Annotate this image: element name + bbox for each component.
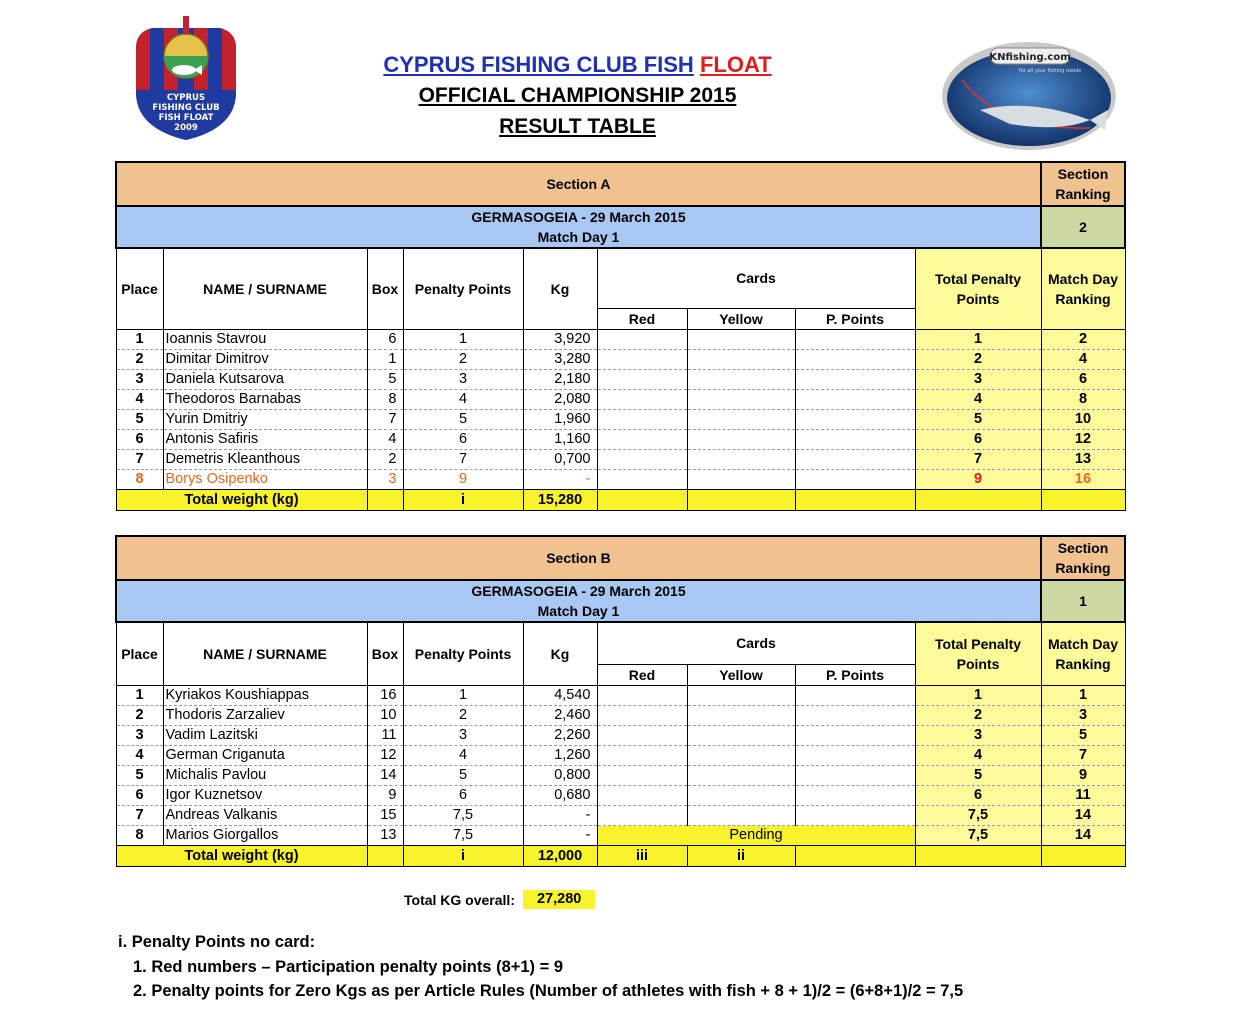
cell-red	[597, 685, 687, 705]
cell-place: 5	[116, 765, 163, 785]
cell-ppoints	[795, 369, 915, 389]
cell-penalty-points: 1	[403, 685, 523, 705]
col-cards: Cards	[597, 622, 915, 664]
cell-total-penalty: 9	[915, 469, 1041, 489]
cell-ppoints	[795, 685, 915, 705]
cell-name: Michalis Pavlou	[163, 765, 367, 785]
cell-total-penalty: 3	[915, 725, 1041, 745]
cell-yellow	[687, 429, 795, 449]
cell-place: 8	[116, 469, 163, 489]
section-a-ranking-label: Section Ranking	[1041, 162, 1125, 206]
cell-place: 1	[116, 685, 163, 705]
cell-ppoints	[795, 349, 915, 369]
cell-box: 2	[367, 449, 403, 469]
cell-yellow	[687, 685, 795, 705]
cell-total-penalty: 5	[915, 409, 1041, 429]
cell-name: Ioannis Stavrou	[163, 329, 367, 349]
table-row	[116, 765, 1125, 785]
cell-name: Kyriakos Koushiappas	[163, 685, 367, 705]
cell-box: 14	[367, 765, 403, 785]
title-line1-blue: CYPRUS FISHING CLUB FISH	[383, 52, 694, 77]
section-a-table	[115, 161, 1126, 511]
cell-penalty-points: 1	[403, 329, 523, 349]
cell-yellow	[687, 329, 795, 349]
cell-total-penalty: 5	[915, 765, 1041, 785]
cell-total-penalty: 2	[915, 349, 1041, 369]
col-yellow: Yellow	[687, 308, 795, 329]
cell-penalty-points: 2	[403, 349, 523, 369]
table-row	[116, 429, 1125, 449]
cell-red	[597, 805, 687, 825]
sponsor-logo-text: KNfishing.com	[989, 52, 1071, 63]
cell-yellow	[687, 805, 795, 825]
table-row	[116, 349, 1125, 369]
table-row	[116, 685, 1125, 705]
cell-red	[597, 449, 687, 469]
cell-match-day-ranking: 3	[1041, 705, 1125, 725]
cell-red	[597, 429, 687, 449]
table-row	[116, 409, 1125, 429]
section-b-venue: GERMASOGEIA - 29 March 2015 Match Day 1	[116, 580, 1041, 622]
cell-name: Andreas Valkanis	[163, 805, 367, 825]
logo-text-line1: CYPRUS	[166, 93, 206, 103]
total-pp: i	[403, 845, 523, 866]
cell-match-day-ranking: 14	[1041, 805, 1125, 825]
cell-penalty-points: 3	[403, 725, 523, 745]
cell-total-penalty: 4	[915, 745, 1041, 765]
cell-red	[597, 369, 687, 389]
cell-match-day-ranking: 16	[1041, 469, 1125, 489]
title-line2: OFFICIAL CHAMPIONSHIP 2015	[418, 84, 737, 107]
cell-red	[597, 469, 687, 489]
section-b-ranking-label: Section Ranking	[1041, 536, 1125, 580]
cell-place: 2	[116, 349, 163, 369]
col-place: Place	[116, 622, 163, 685]
cell-kg: -	[523, 825, 597, 845]
cell-place: 2	[116, 705, 163, 725]
cell-box: 10	[367, 705, 403, 725]
cell-total-penalty: 4	[915, 389, 1041, 409]
table-row	[116, 745, 1125, 765]
col-total-penalty: Total Penalty Points	[915, 622, 1041, 685]
note-item-1: 1. Red numbers – Participation penalty points (8+1) = 9	[133, 957, 564, 976]
cell-kg: 2,260	[523, 725, 597, 745]
cell-yellow	[687, 409, 795, 429]
cell-red	[597, 349, 687, 369]
col-red: Red	[597, 664, 687, 685]
total-pp: i	[403, 489, 523, 510]
notes	[118, 930, 963, 1004]
overall-total-label: Total KG overall:	[404, 891, 515, 908]
cell-name: Vadim Lazitski	[163, 725, 367, 745]
col-red: Red	[597, 308, 687, 329]
cell-match-day-ranking: 4	[1041, 349, 1125, 369]
cell-match-day-ranking: 5	[1041, 725, 1125, 745]
cell-yellow	[687, 785, 795, 805]
cell-cards-pending: Pending	[597, 825, 915, 845]
cell-yellow	[687, 449, 795, 469]
cell-kg: 1,260	[523, 745, 597, 765]
sponsor-logo	[940, 40, 1118, 152]
table-row	[116, 785, 1125, 805]
cell-red	[597, 765, 687, 785]
cell-kg: 4,540	[523, 685, 597, 705]
cell-kg: -	[523, 469, 597, 489]
cell-kg: 3,280	[523, 349, 597, 369]
cell-ppoints	[795, 785, 915, 805]
note-item-2: 2. Penalty points for Zero Kgs as per Article Rules (Number of athletes with fish + 8 + 1)/2 = (6+8+1)/2 = 7,5	[133, 982, 964, 1000]
table-row	[116, 369, 1125, 389]
cell-penalty-points: 9	[403, 469, 523, 489]
cell-penalty-points: 7,5	[403, 805, 523, 825]
cell-ppoints	[795, 409, 915, 429]
logo-text-line2: FISHING CLUB	[152, 103, 220, 113]
cell-red	[597, 329, 687, 349]
total-red: iii	[597, 845, 687, 866]
cell-kg: 2,180	[523, 369, 597, 389]
cell-red	[597, 745, 687, 765]
title-line1-red: FLOAT	[699, 52, 772, 77]
cell-yellow	[687, 389, 795, 409]
logo-text-line4: 2009	[174, 123, 198, 133]
cell-match-day-ranking: 10	[1041, 409, 1125, 429]
col-kg: Kg	[523, 622, 597, 685]
col-cards: Cards	[597, 248, 915, 308]
col-penalty: Penalty Points	[403, 248, 523, 329]
col-total-penalty: Total Penalty Points	[915, 248, 1041, 329]
cell-kg: 0,680	[523, 785, 597, 805]
cell-yellow	[687, 369, 795, 389]
cell-ppoints	[795, 745, 915, 765]
table-row	[116, 469, 1125, 489]
cell-place: 6	[116, 429, 163, 449]
cell-place: 4	[116, 389, 163, 409]
cell-ppoints	[795, 725, 915, 745]
cell-box: 11	[367, 725, 403, 745]
document-title	[300, 50, 855, 142]
cell-ppoints	[795, 429, 915, 449]
cell-kg: 0,800	[523, 765, 597, 785]
cell-yellow	[687, 725, 795, 745]
cell-kg: 2,460	[523, 705, 597, 725]
table-row	[116, 705, 1125, 725]
total-weight-label: Total weight (kg)	[116, 845, 367, 866]
col-place: Place	[116, 248, 163, 329]
club-logo	[128, 12, 244, 142]
cell-kg: 1,160	[523, 429, 597, 449]
cell-box: 3	[367, 469, 403, 489]
total-kg: 12,000	[523, 845, 597, 866]
section-a-title: Section A	[116, 162, 1041, 206]
col-name: NAME / SURNAME	[163, 248, 367, 329]
cell-name: Borys Osipenko	[163, 469, 367, 489]
table-row	[116, 825, 1125, 845]
cell-ppoints	[795, 389, 915, 409]
cell-box: 12	[367, 745, 403, 765]
table-row	[116, 449, 1125, 469]
col-box: Box	[367, 248, 403, 329]
cell-name: Demetris Kleanthous	[163, 449, 367, 469]
cell-box: 16	[367, 685, 403, 705]
cell-place: 6	[116, 785, 163, 805]
cell-place: 7	[116, 449, 163, 469]
cell-match-day-ranking: 12	[1041, 429, 1125, 449]
cell-match-day-ranking: 7	[1041, 745, 1125, 765]
section-b-table	[115, 535, 1126, 867]
table-row	[116, 389, 1125, 409]
cell-red	[597, 705, 687, 725]
col-kg: Kg	[523, 248, 597, 329]
cell-name: Yurin Dmitriy	[163, 409, 367, 429]
cell-red	[597, 725, 687, 745]
cell-total-penalty: 7,5	[915, 805, 1041, 825]
cell-total-penalty: 1	[915, 685, 1041, 705]
col-name: NAME / SURNAME	[163, 622, 367, 685]
cell-match-day-ranking: 6	[1041, 369, 1125, 389]
cell-match-day-ranking: 11	[1041, 785, 1125, 805]
cell-name: Dimitar Dimitrov	[163, 349, 367, 369]
cell-total-penalty: 6	[915, 429, 1041, 449]
cell-name: Thodoris Zarzaliev	[163, 705, 367, 725]
cell-red	[597, 409, 687, 429]
cell-match-day-ranking: 2	[1041, 329, 1125, 349]
table-row	[116, 329, 1125, 349]
cell-penalty-points: 4	[403, 745, 523, 765]
col-match-day-ranking: Match Day Ranking	[1041, 248, 1125, 329]
section-b-title: Section B	[116, 536, 1041, 580]
cell-place: 1	[116, 329, 163, 349]
title-line3: RESULT TABLE	[499, 115, 656, 138]
cell-penalty-points: 7,5	[403, 825, 523, 845]
cell-match-day-ranking: 1	[1041, 685, 1125, 705]
cell-kg: 0,700	[523, 449, 597, 469]
cell-ppoints	[795, 765, 915, 785]
table-row	[116, 725, 1125, 745]
cell-name: Antonis Safiris	[163, 429, 367, 449]
cell-box: 6	[367, 329, 403, 349]
cell-ppoints	[795, 805, 915, 825]
table-row	[116, 805, 1125, 825]
col-ppoints: P. Points	[795, 664, 915, 685]
col-yellow: Yellow	[687, 664, 795, 685]
cell-red	[597, 785, 687, 805]
cell-red	[597, 389, 687, 409]
cell-kg: 2,080	[523, 389, 597, 409]
section-a-venue: GERMASOGEIA - 29 March 2015 Match Day 1	[116, 206, 1041, 248]
logo-text-line3: FISH FLOAT	[158, 113, 214, 123]
cell-place: 5	[116, 409, 163, 429]
cell-box: 8	[367, 389, 403, 409]
total-weight-label: Total weight (kg)	[116, 489, 367, 510]
cell-match-day-ranking: 8	[1041, 389, 1125, 409]
cell-kg: 3,920	[523, 329, 597, 349]
cell-name: Daniela Kutsarova	[163, 369, 367, 389]
cell-penalty-points: 5	[403, 765, 523, 785]
cell-total-penalty: 1	[915, 329, 1041, 349]
col-match-day-ranking: Match Day Ranking	[1041, 622, 1125, 685]
cell-place: 4	[116, 745, 163, 765]
cell-penalty-points: 6	[403, 429, 523, 449]
sponsor-logo-tagline: for all your fishing needs	[1018, 68, 1082, 74]
section-b-total-row	[116, 845, 1125, 866]
cell-kg: -	[523, 805, 597, 825]
cell-place: 3	[116, 369, 163, 389]
cell-penalty-points: 3	[403, 369, 523, 389]
cell-match-day-ranking: 9	[1041, 765, 1125, 785]
col-penalty: Penalty Points	[403, 622, 523, 685]
cell-penalty-points: 2	[403, 705, 523, 725]
total-kg: 15,280	[523, 489, 597, 510]
cell-match-day-ranking: 14	[1041, 825, 1125, 845]
cell-box: 4	[367, 429, 403, 449]
cell-yellow	[687, 765, 795, 785]
cell-kg: 1,960	[523, 409, 597, 429]
cell-match-day-ranking: 13	[1041, 449, 1125, 469]
section-b-ranking-value: 1	[1041, 580, 1125, 622]
cell-yellow	[687, 745, 795, 765]
cell-total-penalty: 7,5	[915, 825, 1041, 845]
cell-box: 1	[367, 349, 403, 369]
section-a-total-row	[116, 489, 1125, 510]
cell-penalty-points: 5	[403, 409, 523, 429]
overall-total-value: 27,280	[523, 890, 595, 909]
cell-ppoints	[795, 329, 915, 349]
cell-penalty-points: 7	[403, 449, 523, 469]
cell-box: 9	[367, 785, 403, 805]
cell-total-penalty: 7	[915, 449, 1041, 469]
cell-place: 8	[116, 825, 163, 845]
notes-heading: i. Penalty Points no card:	[118, 933, 316, 951]
col-box: Box	[367, 622, 403, 685]
cell-penalty-points: 4	[403, 389, 523, 409]
cell-ppoints	[795, 705, 915, 725]
cell-total-penalty: 2	[915, 705, 1041, 725]
col-ppoints: P. Points	[795, 308, 915, 329]
cell-place: 3	[116, 725, 163, 745]
cell-box: 13	[367, 825, 403, 845]
cell-name: Theodoros Barnabas	[163, 389, 367, 409]
cell-box: 15	[367, 805, 403, 825]
total-yellow: ii	[687, 845, 795, 866]
cell-name: German Criganuta	[163, 745, 367, 765]
cell-place: 7	[116, 805, 163, 825]
cell-name: Igor Kuznetsov	[163, 785, 367, 805]
cell-yellow	[687, 705, 795, 725]
cell-box: 7	[367, 409, 403, 429]
overall-total	[404, 890, 595, 909]
section-a-ranking-value: 2	[1041, 206, 1125, 248]
cell-total-penalty: 6	[915, 785, 1041, 805]
cell-yellow	[687, 469, 795, 489]
cell-penalty-points: 6	[403, 785, 523, 805]
cell-yellow	[687, 349, 795, 369]
cell-box: 5	[367, 369, 403, 389]
cell-ppoints	[795, 449, 915, 469]
cell-name: Marios Giorgallos	[163, 825, 367, 845]
cell-ppoints	[795, 469, 915, 489]
cell-total-penalty: 3	[915, 369, 1041, 389]
